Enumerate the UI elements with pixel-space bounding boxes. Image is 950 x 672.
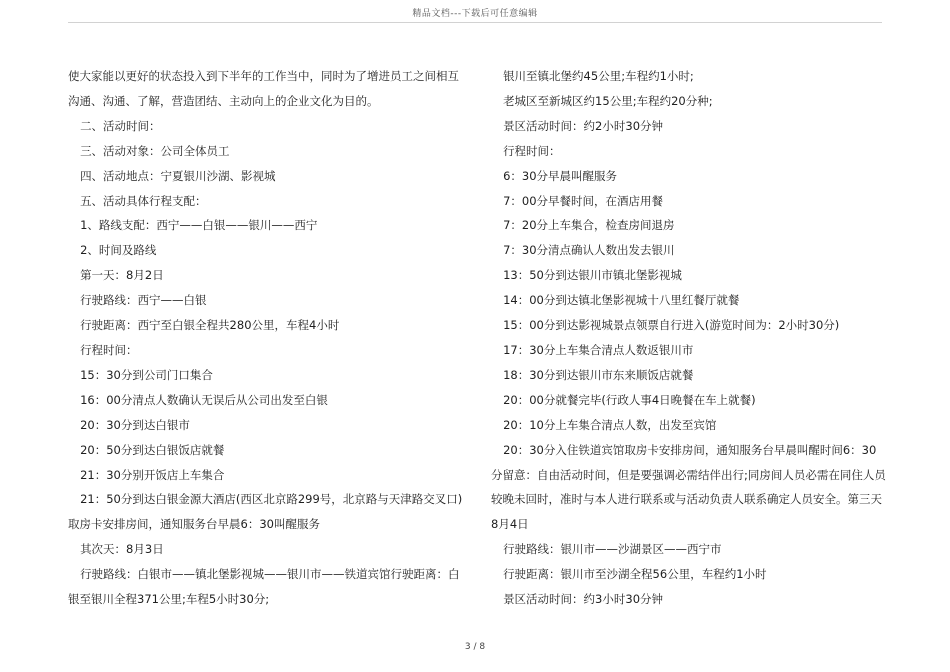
paragraph: 13：50分到达银川市镇北堡影视城 (503, 268, 682, 283)
paragraph: 四、活动地点：宁夏银川沙湖、影视城 (80, 168, 276, 183)
paragraph: 7：30分清点确认人数出发去银川 (503, 243, 675, 258)
paragraph: 20：30分入住铁道宾馆取房卡安排房间，通知服务台早晨叫醒时间6：30分留意：自由活动时间，但是要强调必需结伴出行;同房间人员必需在同住人员较晚未回时，准时与本人进行联系或与活动负责人联系确定人员安全。第三天8月4日 (491, 442, 886, 532)
page-header: 精品文档---下载后可任意编辑 (412, 9, 538, 19)
paragraph: 15：30分到公司门口集合 (80, 367, 213, 382)
paragraph: 行驶距离：银川市至沙湖全程56公里，车程约1小时 (503, 567, 767, 582)
left-column (68, 64, 464, 612)
paragraph: 景区活动时间：约2小时30分钟 (503, 118, 664, 133)
paragraph: 18：30分到达银川市东来顺饭店就餐 (503, 367, 694, 382)
paragraph: 1、路线支配：西宁——白银——银川——西宁 (80, 218, 318, 233)
paragraph: 行程时间： (80, 342, 138, 357)
paragraph: 五、活动具体行程支配： (80, 193, 207, 208)
paragraph: 16：00分清点人数确认无误后从公司出发至白银 (80, 392, 328, 407)
right-column (491, 64, 887, 612)
paragraph: 21：50分到达白银金源大酒店(西区北京路299号，北京路与天津路交叉口)取房卡安排房间，通知服务台早晨6：30叫醒服务 (68, 492, 463, 532)
paragraph: 6：30分早晨叫醒服务 (503, 168, 618, 183)
paragraph: 行驶路线：白银市——镇北堡影视城——银川市——铁道宾馆行驶距离：白银至银川全程371公里;车程5小时30分; (68, 567, 460, 607)
paragraph: 第一天：8月2日 (80, 268, 164, 283)
paragraph: 景区活动时间：约3小时30分钟 (503, 592, 664, 607)
paragraph: 三、活动对象：公司全体员工 (80, 143, 230, 158)
page-number: 3 / 8 (464, 642, 486, 652)
paragraph: 2、时间及路线 (80, 243, 157, 258)
paragraph: 20：00分就餐完毕(行政人事4日晚餐在车上就餐) (503, 392, 756, 407)
paragraph: 14：00分到达镇北堡影视城十八里红餐厅就餐 (503, 293, 740, 308)
paragraph: 行驶路线：银川市——沙湖景区——西宁市 (503, 542, 722, 557)
paragraph: 其次天：8月3日 (80, 542, 164, 557)
paragraph: 20：50分到达白银饭店就餐 (80, 442, 225, 457)
paragraph: 二、活动时间： (80, 118, 161, 133)
paragraph: 7：00分早餐时间，在酒店用餐 (503, 193, 664, 208)
paragraph: 老城区至新城区约15公里;车程约20分种; (503, 93, 713, 108)
paragraph: 7：20分上车集合，检查房间退房 (503, 218, 675, 233)
paragraph: 17：30分上车集合清点人数返银川市 (503, 342, 694, 357)
paragraph: 20：30分到达白银市 (80, 417, 190, 432)
paragraph: 行驶路线：西宁——白银 (80, 293, 207, 308)
paragraph: 15：00分到达影视城景点领票自行进入(游览时间为：2小时30分) (503, 318, 840, 333)
paragraph: 银川至镇北堡约45公里;车程约1小时; (503, 69, 694, 83)
paragraph: 行程时间： (503, 143, 561, 158)
paragraph: 21：30分别开饭店上车集合 (80, 467, 225, 482)
paragraph: 行驶距离：西宁至白银全程共280公里，车程4小时 (80, 318, 340, 333)
paragraph: 20：10分上车集合清点人数，出发至宾馆 (503, 417, 717, 432)
header-divider (68, 22, 882, 23)
paragraph: 使大家能以更好的状态投入到下半年的工作当中，同时为了增进员工之间相互沟通、沟通、了解，营造团结、主动向上的企业文化为目的。 (68, 69, 459, 108)
